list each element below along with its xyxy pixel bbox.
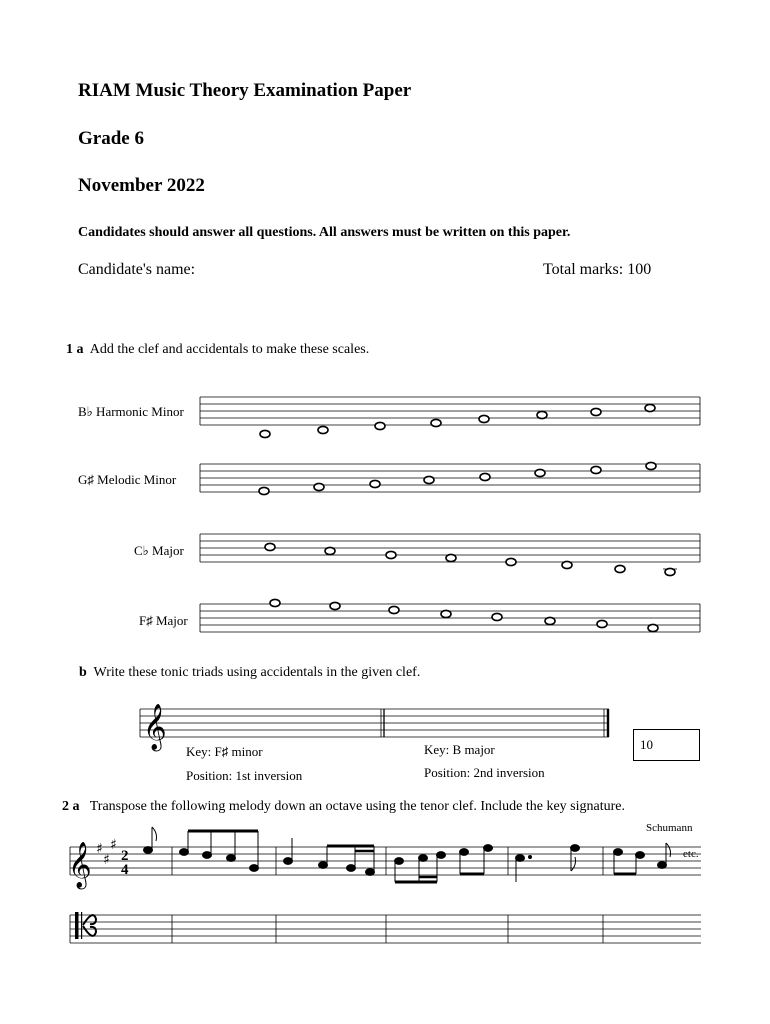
note — [645, 404, 655, 411]
staff-4[interactable] — [200, 604, 700, 632]
composer: Schumann — [646, 822, 693, 834]
note — [545, 617, 555, 624]
note — [259, 487, 269, 494]
note — [506, 558, 516, 565]
note — [646, 462, 656, 469]
triad-2-position: Position: 2nd inversion — [424, 765, 545, 780]
note — [318, 426, 328, 433]
marks-value: 10 — [640, 737, 653, 752]
q1b-prompt — [79, 665, 420, 681]
scale-label-4: F♯ Major — [139, 613, 188, 628]
candidate-name-label: Candidate's name: — [78, 261, 196, 278]
q1b-text: Write these tonic triads using accidentals in the given clef. — [93, 665, 421, 680]
time-sig-top: 2 — [121, 848, 129, 864]
exam-title: RIAM Music Theory Examination Paper — [78, 80, 412, 101]
triad-2-key: Key: B major — [424, 742, 495, 757]
staff-2[interactable] — [200, 464, 700, 492]
note — [446, 554, 456, 561]
melody-staff — [70, 847, 701, 875]
q2a-number: 2 a — [62, 799, 80, 814]
sharp-icon: ♯ — [96, 841, 103, 857]
q1a-number: 1 a — [66, 342, 84, 357]
scale-label-3: C♭ Major — [134, 543, 184, 558]
note — [535, 469, 545, 476]
exam-date: November 2022 — [78, 175, 205, 196]
note — [375, 422, 385, 429]
scale-label-2: G♯ Melodic Minor — [78, 472, 177, 487]
q1b-number: b — [79, 665, 87, 680]
note — [431, 419, 441, 426]
note — [270, 599, 280, 606]
melody-notes — [144, 827, 671, 882]
note — [389, 606, 399, 613]
note — [562, 561, 572, 568]
note — [480, 473, 490, 480]
answer-staff[interactable] — [70, 915, 701, 943]
note — [260, 430, 270, 437]
q2a-text: Transpose the following melody down an octave using the tenor clef. Include the key signature. — [89, 799, 625, 814]
triad-1-key: Key: F♯ minor — [186, 744, 263, 759]
note — [492, 613, 502, 620]
time-sig-bottom: 4 — [121, 862, 129, 878]
scale-label-1: B♭ Harmonic Minor — [78, 404, 184, 419]
note — [314, 483, 324, 490]
q1a-text: Add the clef and accidentals to make these scales. — [89, 342, 370, 357]
note — [591, 408, 601, 415]
treble-clef-icon: 𝄞 — [143, 704, 167, 750]
note — [537, 411, 547, 418]
note — [325, 547, 335, 554]
key-signature — [96, 837, 117, 868]
note — [265, 543, 275, 550]
q2a-prompt — [62, 799, 625, 815]
tenor-clef-icon — [75, 912, 96, 939]
note — [665, 568, 675, 575]
staff-3[interactable] — [200, 534, 700, 569]
note — [441, 610, 451, 617]
note — [591, 466, 601, 473]
staff-2-notes — [259, 462, 656, 494]
instructions: Candidates should answer all questions. All answers must be written on this paper. — [78, 225, 571, 240]
staff-1[interactable] — [200, 397, 700, 425]
note — [424, 476, 434, 483]
triad-1-position: Position: 1st inversion — [186, 768, 303, 783]
note — [597, 620, 607, 627]
staff-1-notes — [260, 404, 655, 437]
etc-mark: etc. — [683, 848, 699, 860]
note — [615, 565, 625, 572]
note — [479, 415, 489, 422]
grade-heading: Grade 6 — [78, 128, 144, 149]
marks-box — [633, 729, 700, 761]
time-signature — [121, 848, 129, 878]
treble-clef-icon: 𝄞 — [68, 842, 92, 888]
sharp-icon: ♯ — [110, 837, 117, 853]
note — [648, 624, 658, 631]
sharp-icon: ♯ — [103, 852, 110, 868]
note — [370, 480, 380, 487]
triad-staff[interactable] — [140, 709, 609, 737]
total-marks: Total marks: 100 — [543, 261, 652, 278]
note — [386, 551, 396, 558]
note — [330, 602, 340, 609]
